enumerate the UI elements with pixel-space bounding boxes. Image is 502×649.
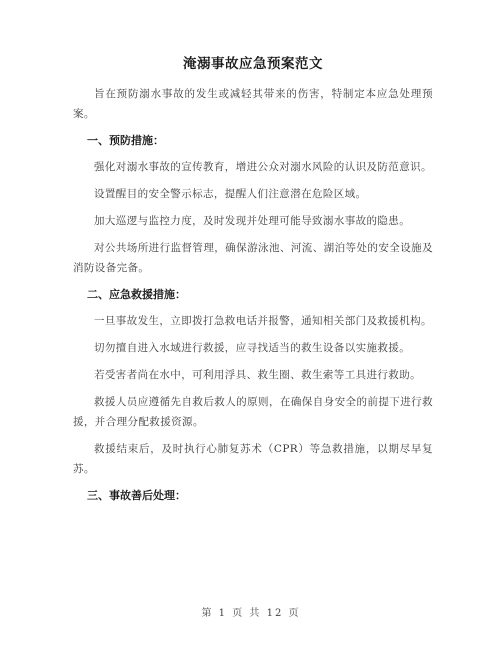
section-heading-prevention: 一、预防措施： bbox=[87, 134, 164, 147]
paragraph: 若受害者尚在水中，可利用浮具、救生圈、救生索等工具进行救助。 bbox=[94, 369, 421, 381]
section-heading-rescue: 二、应急救援措施： bbox=[87, 288, 186, 301]
page-footer: 第 1 页 共 12 页 bbox=[201, 608, 301, 619]
paragraph: 救援人员应遵循先自救后救人的原则，在确保自身安全的前提下进行救援，并合理分配救援资源。 bbox=[73, 396, 433, 428]
document-title: 淹溺事故应急预案范文 bbox=[183, 56, 323, 72]
intro-paragraph: 旨在预防溺水事故的发生或减轻其带来的伤害，特制定本应急处理预案。 bbox=[73, 88, 433, 120]
section-heading-aftermath: 三、事故善后处理： bbox=[87, 489, 186, 502]
paragraph: 切勿擅自进入水域进行救援，应寻找适当的救生设备以实施救援。 bbox=[94, 342, 411, 354]
paragraph: 对公共场所进行监督管理，确保游泳池、河流、湖泊等处的安全设施及消防设备完备。 bbox=[73, 242, 433, 274]
paragraph: 加大巡逻与监控力度，及时发现并处理可能导致溺水事故的隐患。 bbox=[94, 215, 411, 227]
paragraph: 设置醒目的安全警示标志，提醒人们注意潜在危险区域。 bbox=[94, 188, 367, 200]
paragraph: 救援结束后，及时执行心肺复苏术（CPR）等急救措施，以期尽早复苏。 bbox=[73, 443, 433, 475]
paragraph: 强化对溺水事故的宣传教育，增进公众对溺水风险的认识及防范意识。 bbox=[94, 161, 432, 173]
paragraph: 一旦事故发生，立即拨打急救电话并报警，通知相关部门及救援机构。 bbox=[94, 315, 432, 327]
document-page bbox=[73, 52, 433, 512]
